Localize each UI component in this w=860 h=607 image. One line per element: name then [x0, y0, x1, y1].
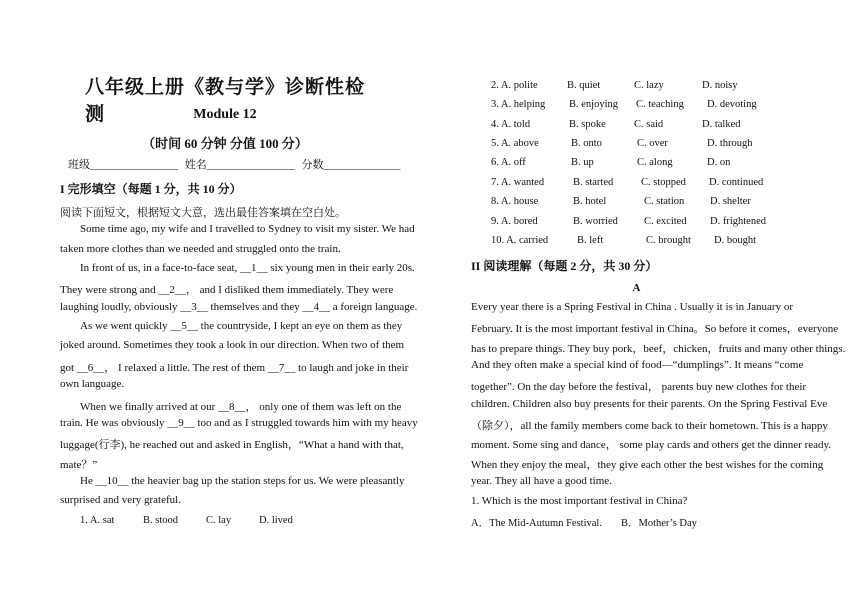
score-field[interactable]: 分数______________: [301, 159, 401, 171]
option-2c[interactable]: C. lazy: [634, 80, 664, 91]
option-1a[interactable]: 1. A. sat: [80, 515, 115, 526]
passage-line: mate？”: [60, 459, 98, 471]
passage-line: taken more clothes than we needed and struggled onto the train.: [60, 243, 341, 255]
reading-line: February. It is the most important festival in China。So before it comes，everyone: [471, 323, 839, 335]
question-1-option-b[interactable]: B．Mother’s Day: [621, 518, 697, 529]
passage-line: They were strong and __2__， and I disliked them immediately. They were: [60, 284, 394, 296]
passage-line: own language.: [60, 378, 125, 390]
reading-line: has to prepare things. They buy pork，beef，chicken，fruits and many other things.: [471, 343, 846, 355]
option-2d[interactable]: D. noisy: [702, 80, 738, 91]
option-5a[interactable]: 5. A. above: [491, 138, 539, 149]
option-10a[interactable]: 10. A. carried: [491, 235, 549, 246]
option-1d[interactable]: D. lived: [259, 515, 293, 526]
reading-line: moment. Some sing and dance， some play cards and others get the dinner ready.: [471, 439, 832, 451]
page-title: 八年级上册《教与学》诊断性检测: [85, 77, 366, 125]
section1-heading: I 完形填空（每题 1 分，共 10 分）: [60, 182, 242, 196]
question-1-option-a[interactable]: A．The Mid-Autumn Festival.: [471, 518, 602, 529]
option-3b[interactable]: B. enjoying: [569, 99, 618, 110]
option-2b[interactable]: B. quiet: [567, 80, 601, 91]
option-1c[interactable]: C. lay: [206, 515, 232, 526]
reading-line: And they often make a special kind of food—“dumplings”. It means “come: [471, 359, 804, 371]
option-5c[interactable]: C. over: [637, 138, 668, 149]
option-8d[interactable]: D. shelter: [710, 196, 751, 207]
name-field[interactable]: 姓名________________: [184, 159, 295, 171]
module-label: Module 12: [193, 107, 257, 122]
reading-line: year. They all have a good time.: [471, 475, 612, 487]
passage-line: got __6__， I relaxed a little. The rest of them __7__ to laugh and joke in their: [60, 362, 409, 374]
option-9d[interactable]: D. frightened: [710, 216, 766, 227]
option-3a[interactable]: 3. A. helping: [491, 99, 546, 110]
passage-line: As we went quickly __5__ the countryside, I kept an eye on them as they: [80, 320, 403, 332]
option-4c[interactable]: C. said: [634, 119, 664, 130]
passage-line: He __10__ the heavier bag up the station steps for us. We were pleasantly: [80, 475, 405, 487]
option-8c[interactable]: C. station: [644, 196, 685, 207]
option-8a[interactable]: 8. A. house: [491, 196, 539, 207]
option-9c[interactable]: C. excited: [644, 216, 687, 227]
section1-instruction: 阅读下面短文，根据短文大意，选出最佳答案填在空白处。: [60, 207, 346, 219]
option-9b[interactable]: B. worried: [573, 216, 618, 227]
option-5d[interactable]: D. through: [707, 138, 753, 149]
option-6b[interactable]: B. up: [571, 157, 594, 168]
option-7a[interactable]: 7. A. wanted: [491, 177, 545, 188]
passage-line: Some time ago, my wife and I travelled to Sydney to visit my sister. We had: [80, 223, 415, 235]
reading-line: children. Children also buy presents for their parents. On the Spring Festival Eve: [471, 398, 828, 410]
passage-line: laughing loudly, obviously __3__ themselves and they __4__ a foreign language.: [60, 301, 418, 313]
option-4b[interactable]: B. spoke: [569, 119, 606, 130]
option-1b[interactable]: B. stood: [143, 515, 179, 526]
question-1: 1. Which is the most important festival in China?: [471, 495, 688, 507]
option-9a[interactable]: 9. A. bored: [491, 216, 538, 227]
option-4a[interactable]: 4. A. told: [491, 119, 531, 130]
student-info-fields: [68, 156, 401, 172]
passage-line: When we finally arrived at our __8__， only one of them was left on the: [80, 401, 402, 413]
option-10c[interactable]: C. brought: [646, 235, 691, 246]
option-7c[interactable]: C. stopped: [641, 177, 686, 188]
option-7d[interactable]: D. continued: [709, 177, 764, 188]
reading-line: together”. On the day before the festival， parents buy new clothes for their: [471, 381, 807, 393]
option-6d[interactable]: D. on: [707, 157, 731, 168]
option-3c[interactable]: C. teaching: [636, 99, 684, 110]
option-4d[interactable]: D. talked: [702, 119, 741, 130]
reading-part-label: A: [632, 282, 641, 294]
section2-heading: II 阅读理解（每题 2 分，共 30 分）: [471, 259, 658, 273]
option-7b[interactable]: B. started: [573, 177, 614, 188]
option-3d[interactable]: D. devoting: [707, 99, 757, 110]
passage-line: joked around. Sometimes they took a look in our direction. When two of them: [60, 339, 405, 351]
reading-line: （除夕），all the family members come back to their hometown. This is a happy: [471, 420, 828, 432]
option-10b[interactable]: B. left: [577, 235, 604, 246]
option-5b[interactable]: B. onto: [571, 138, 602, 149]
reading-line: Every year there is a Spring Festival in China . Usually it is in January or: [471, 301, 793, 313]
passage-line: train. He was obviously __9__ too and as I struggled towards him with my heavy: [60, 417, 418, 429]
option-10d[interactable]: D. bought: [714, 235, 756, 246]
option-6c[interactable]: C. along: [637, 157, 673, 168]
passage-line: In front of us, in a face-to-face seat, __1__ six young men in their early 20s.: [80, 262, 415, 274]
option-8b[interactable]: B. hotel: [573, 196, 607, 207]
option-6a[interactable]: 6. A. off: [491, 157, 526, 168]
passage-line: luggage(行李), he reached out and asked in English，“What a hand with that,: [60, 439, 404, 451]
class-field[interactable]: 班级________________: [68, 159, 178, 171]
reading-line: When they enjoy the meal，they give each other the best wishes for the coming: [471, 459, 824, 471]
passage-line: surprised and very grateful.: [60, 494, 181, 506]
option-2a[interactable]: 2. A. polite: [491, 80, 538, 91]
time-info: （时间 60 分钟 分值 100 分）: [142, 136, 308, 151]
